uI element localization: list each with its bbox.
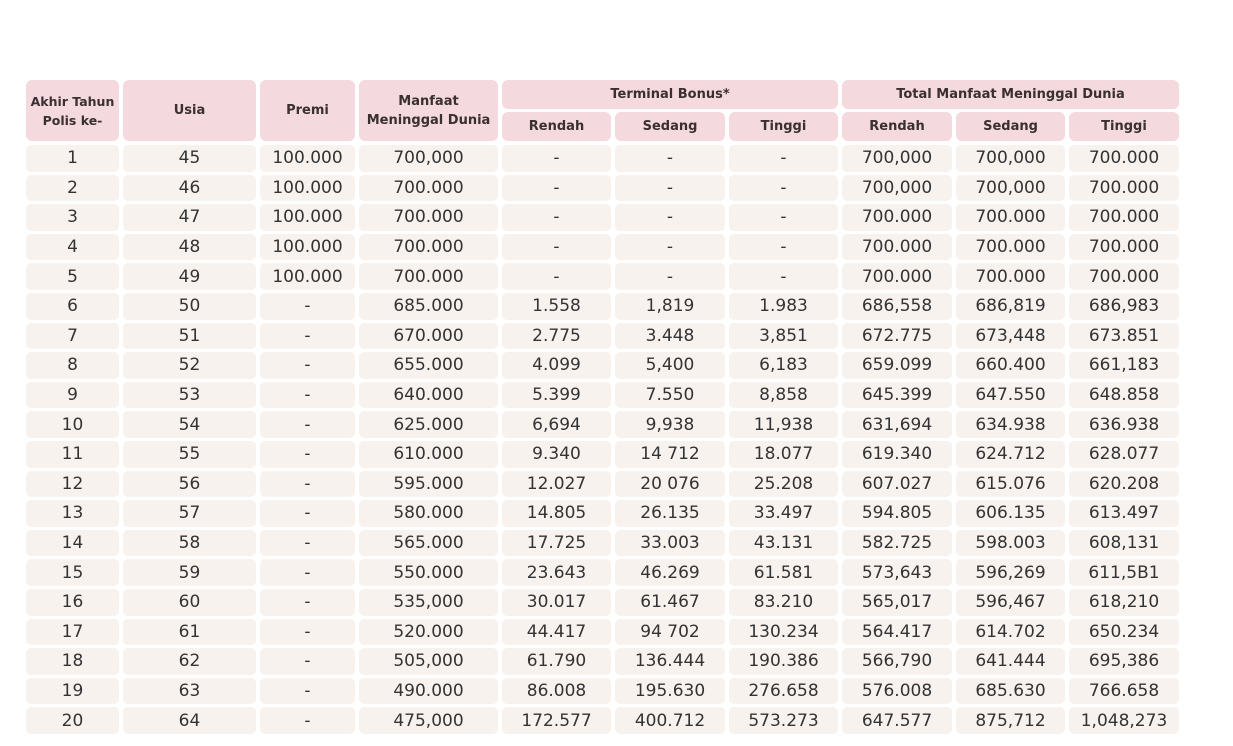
header-total-tinggi: Tinggi — [1069, 112, 1179, 141]
table-row — [26, 619, 1178, 646]
cell-tahun: 1 — [26, 145, 119, 172]
cell-tb-rendah: 14.805 — [502, 500, 611, 527]
table-row — [26, 500, 1178, 527]
cell-total-tinggi: 700.000 — [1069, 204, 1179, 231]
table-row — [26, 382, 1178, 409]
cell-tb-sedang: - — [615, 204, 725, 231]
table-row — [26, 648, 1178, 675]
table-row — [26, 175, 1178, 202]
cell-total-rendah: 645.399 — [842, 382, 952, 409]
cell-tahun: 10 — [26, 411, 119, 438]
cell-total-tinggi: 700.000 — [1069, 234, 1179, 261]
cell-usia: 59 — [123, 559, 256, 586]
cell-total-rendah: 700,000 — [842, 175, 952, 202]
cell-tb-sedang: 33.003 — [615, 530, 725, 557]
cell-tb-rendah: 9.340 — [502, 441, 611, 468]
cell-manfaat: 655.000 — [359, 352, 498, 379]
cell-premi: - — [260, 589, 355, 616]
header-tb-rendah: Rendah — [502, 112, 611, 141]
cell-tb-sedang: 46.269 — [615, 559, 725, 586]
table-row — [26, 204, 1178, 231]
cell-total-tinggi: 686,983 — [1069, 293, 1179, 320]
header-total-rendah: Rendah — [842, 112, 952, 141]
cell-total-tinggi: 620.208 — [1069, 471, 1179, 498]
cell-tb-tinggi: 61.581 — [729, 559, 838, 586]
table-row — [26, 471, 1178, 498]
header-usia: Usia — [123, 80, 256, 141]
cell-total-rendah: 686,558 — [842, 293, 952, 320]
cell-manfaat: 580.000 — [359, 500, 498, 527]
cell-manfaat: 670.000 — [359, 323, 498, 350]
cell-tahun: 18 — [26, 648, 119, 675]
table-row — [26, 234, 1178, 261]
cell-manfaat: 490.000 — [359, 678, 498, 705]
cell-total-sedang: 596,467 — [956, 589, 1065, 616]
cell-tahun: 5 — [26, 263, 119, 290]
table-row — [26, 145, 1178, 172]
cell-total-rendah: 607.027 — [842, 471, 952, 498]
cell-total-rendah: 631,694 — [842, 411, 952, 438]
table-row — [26, 678, 1178, 705]
cell-total-sedang: 700.000 — [956, 263, 1065, 290]
cell-total-sedang: 598.003 — [956, 530, 1065, 557]
cell-tb-tinggi: 18.077 — [729, 441, 838, 468]
cell-tb-tinggi: 11,938 — [729, 411, 838, 438]
cell-tb-tinggi: 276.658 — [729, 678, 838, 705]
cell-tb-rendah: - — [502, 204, 611, 231]
cell-usia: 56 — [123, 471, 256, 498]
cell-premi: - — [260, 648, 355, 675]
cell-total-rendah: 566,790 — [842, 648, 952, 675]
cell-tb-rendah: 12.027 — [502, 471, 611, 498]
cell-tahun: 6 — [26, 293, 119, 320]
cell-premi: 100.000 — [260, 145, 355, 172]
cell-tb-tinggi: - — [729, 145, 838, 172]
cell-tb-sedang: 1,819 — [615, 293, 725, 320]
cell-premi: - — [260, 382, 355, 409]
cell-total-rendah: 573,643 — [842, 559, 952, 586]
cell-tb-sedang: 3.448 — [615, 323, 725, 350]
cell-tahun: 2 — [26, 175, 119, 202]
table-row — [26, 411, 1178, 438]
cell-tahun: 15 — [26, 559, 119, 586]
cell-tb-tinggi: 1.983 — [729, 293, 838, 320]
cell-manfaat: 700.000 — [359, 263, 498, 290]
cell-tb-tinggi: 6,183 — [729, 352, 838, 379]
cell-premi: - — [260, 293, 355, 320]
cell-usia: 45 — [123, 145, 256, 172]
cell-total-sedang: 875,712 — [956, 707, 1065, 734]
cell-tahun: 20 — [26, 707, 119, 734]
cell-tb-rendah: 172.577 — [502, 707, 611, 734]
cell-premi: - — [260, 619, 355, 646]
cell-tb-tinggi: 190.386 — [729, 648, 838, 675]
cell-tahun: 14 — [26, 530, 119, 557]
cell-tahun: 4 — [26, 234, 119, 261]
cell-total-sedang: 700.000 — [956, 204, 1065, 231]
cell-tb-tinggi: 573.273 — [729, 707, 838, 734]
cell-manfaat: 595.000 — [359, 471, 498, 498]
cell-total-rendah: 619.340 — [842, 441, 952, 468]
cell-premi: - — [260, 678, 355, 705]
cell-manfaat: 535,000 — [359, 589, 498, 616]
cell-total-sedang: 686,819 — [956, 293, 1065, 320]
cell-total-tinggi: 608,131 — [1069, 530, 1179, 557]
cell-tb-sedang: - — [615, 175, 725, 202]
cell-tb-tinggi: 8,858 — [729, 382, 838, 409]
cell-tahun: 17 — [26, 619, 119, 646]
cell-total-sedang: 596,269 — [956, 559, 1065, 586]
cell-usia: 57 — [123, 500, 256, 527]
table-row — [26, 263, 1178, 290]
cell-tb-rendah: - — [502, 145, 611, 172]
cell-total-tinggi: 700.000 — [1069, 145, 1179, 172]
cell-tb-rendah: 23.643 — [502, 559, 611, 586]
cell-total-sedang: 700,000 — [956, 145, 1065, 172]
cell-total-tinggi: 650.234 — [1069, 619, 1179, 646]
cell-tb-sedang: - — [615, 145, 725, 172]
cell-tb-rendah: - — [502, 263, 611, 290]
cell-usia: 58 — [123, 530, 256, 557]
cell-total-sedang: 700,000 — [956, 175, 1065, 202]
cell-tb-tinggi: - — [729, 263, 838, 290]
cell-tb-sedang: 61.467 — [615, 589, 725, 616]
cell-usia: 61 — [123, 619, 256, 646]
cell-total-tinggi: 1,048,273 — [1069, 707, 1179, 734]
cell-total-sedang: 614.702 — [956, 619, 1065, 646]
cell-total-rendah: 582.725 — [842, 530, 952, 557]
cell-total-rendah: 647.577 — [842, 707, 952, 734]
cell-manfaat: 700.000 — [359, 234, 498, 261]
cell-manfaat: 505,000 — [359, 648, 498, 675]
cell-tb-sedang: 5,400 — [615, 352, 725, 379]
cell-manfaat: 685.000 — [359, 293, 498, 320]
table-row — [26, 530, 1178, 557]
cell-total-sedang: 615.076 — [956, 471, 1065, 498]
cell-usia: 54 — [123, 411, 256, 438]
cell-tb-rendah: 86.008 — [502, 678, 611, 705]
cell-tb-sedang: 7.550 — [615, 382, 725, 409]
cell-total-rendah: 576.008 — [842, 678, 952, 705]
cell-total-sedang: 606.135 — [956, 500, 1065, 527]
cell-manfaat: 700,000 — [359, 145, 498, 172]
cell-tahun: 7 — [26, 323, 119, 350]
cell-manfaat: 550.000 — [359, 559, 498, 586]
cell-tb-sedang: 26.135 — [615, 500, 725, 527]
cell-usia: 53 — [123, 382, 256, 409]
cell-tb-sedang: 14 712 — [615, 441, 725, 468]
header-tb-tinggi: Tinggi — [729, 112, 838, 141]
cell-tb-rendah: 4.099 — [502, 352, 611, 379]
cell-total-rendah: 700.000 — [842, 263, 952, 290]
header-terminal-bonus: Terminal Bonus* — [502, 80, 838, 109]
cell-premi: - — [260, 559, 355, 586]
cell-premi: - — [260, 530, 355, 557]
cell-tahun: 11 — [26, 441, 119, 468]
cell-tb-rendah: 44.417 — [502, 619, 611, 646]
cell-premi: 100.000 — [260, 263, 355, 290]
cell-usia: 50 — [123, 293, 256, 320]
header-premi: Premi — [260, 80, 355, 141]
cell-manfaat: 475,000 — [359, 707, 498, 734]
header-akhir-tahun: Akhir Tahun Polis ke- — [26, 80, 119, 141]
cell-tb-sedang: 195.630 — [615, 678, 725, 705]
table-row — [26, 559, 1178, 586]
cell-total-sedang: 634.938 — [956, 411, 1065, 438]
cell-total-sedang: 673,448 — [956, 323, 1065, 350]
header-total-sedang: Sedang — [956, 112, 1065, 141]
cell-total-sedang: 700.000 — [956, 234, 1065, 261]
cell-tb-sedang: 136.444 — [615, 648, 725, 675]
cell-total-rendah: 700.000 — [842, 204, 952, 231]
cell-total-sedang: 641.444 — [956, 648, 1065, 675]
cell-manfaat: 625.000 — [359, 411, 498, 438]
table-row — [26, 441, 1178, 468]
table-row — [26, 589, 1178, 616]
cell-manfaat: 565.000 — [359, 530, 498, 557]
cell-total-tinggi: 661,183 — [1069, 352, 1179, 379]
cell-tb-rendah: 17.725 — [502, 530, 611, 557]
cell-usia: 60 — [123, 589, 256, 616]
cell-total-rendah: 594.805 — [842, 500, 952, 527]
cell-tb-tinggi: - — [729, 204, 838, 231]
cell-usia: 63 — [123, 678, 256, 705]
table-body — [26, 145, 1178, 734]
cell-usia: 49 — [123, 263, 256, 290]
cell-total-rendah: 565,017 — [842, 589, 952, 616]
cell-tb-sedang: - — [615, 263, 725, 290]
cell-total-rendah: 672.775 — [842, 323, 952, 350]
cell-usia: 48 — [123, 234, 256, 261]
cell-tb-tinggi: - — [729, 234, 838, 261]
cell-tb-rendah: - — [502, 234, 611, 261]
cell-manfaat: 700.000 — [359, 175, 498, 202]
cell-total-rendah: 700.000 — [842, 234, 952, 261]
header-total-manfaat: Total Manfaat Meninggal Dunia — [842, 80, 1179, 109]
cell-total-sedang: 685.630 — [956, 678, 1065, 705]
cell-manfaat: 700.000 — [359, 204, 498, 231]
cell-premi: - — [260, 352, 355, 379]
cell-total-tinggi: 648.858 — [1069, 382, 1179, 409]
cell-tb-tinggi: 130.234 — [729, 619, 838, 646]
cell-tahun: 16 — [26, 589, 119, 616]
cell-total-rendah: 564.417 — [842, 619, 952, 646]
cell-tb-rendah: 5.399 — [502, 382, 611, 409]
cell-usia: 52 — [123, 352, 256, 379]
cell-total-tinggi: 628.077 — [1069, 441, 1179, 468]
cell-tb-tinggi: 43.131 — [729, 530, 838, 557]
cell-tahun: 12 — [26, 471, 119, 498]
cell-total-tinggi: 700.000 — [1069, 263, 1179, 290]
cell-total-rendah: 659.099 — [842, 352, 952, 379]
table-row — [26, 293, 1178, 320]
cell-total-sedang: 647.550 — [956, 382, 1065, 409]
cell-tb-rendah: 1.558 — [502, 293, 611, 320]
cell-usia: 46 — [123, 175, 256, 202]
cell-tb-sedang: - — [615, 234, 725, 261]
cell-tb-sedang: 20 076 — [615, 471, 725, 498]
cell-total-tinggi: 673.851 — [1069, 323, 1179, 350]
cell-tahun: 13 — [26, 500, 119, 527]
cell-tahun: 9 — [26, 382, 119, 409]
header-tb-sedang: Sedang — [615, 112, 725, 141]
table-row — [26, 352, 1178, 379]
cell-tb-tinggi: 33.497 — [729, 500, 838, 527]
cell-total-tinggi: 611,5B1 — [1069, 559, 1179, 586]
cell-tb-rendah: - — [502, 175, 611, 202]
cell-total-tinggi: 618,210 — [1069, 589, 1179, 616]
cell-tb-tinggi: - — [729, 175, 838, 202]
cell-tb-tinggi: 83.210 — [729, 589, 838, 616]
table-header — [26, 80, 1178, 141]
cell-tb-rendah: 6,694 — [502, 411, 611, 438]
cell-premi: - — [260, 323, 355, 350]
cell-premi: - — [260, 707, 355, 734]
cell-tb-sedang: 9,938 — [615, 411, 725, 438]
cell-usia: 51 — [123, 323, 256, 350]
cell-tb-rendah: 2.775 — [502, 323, 611, 350]
cell-tb-sedang: 94 702 — [615, 619, 725, 646]
cell-tahun: 3 — [26, 204, 119, 231]
table-row — [26, 323, 1178, 350]
cell-manfaat: 640.000 — [359, 382, 498, 409]
cell-total-rendah: 700,000 — [842, 145, 952, 172]
cell-tb-tinggi: 25.208 — [729, 471, 838, 498]
cell-total-tinggi: 700.000 — [1069, 175, 1179, 202]
cell-premi: - — [260, 441, 355, 468]
cell-total-tinggi: 695,386 — [1069, 648, 1179, 675]
cell-usia: 62 — [123, 648, 256, 675]
cell-usia: 55 — [123, 441, 256, 468]
cell-manfaat: 610.000 — [359, 441, 498, 468]
benefit-illustration-table — [26, 80, 1178, 734]
cell-total-tinggi: 613.497 — [1069, 500, 1179, 527]
cell-tb-rendah: 30.017 — [502, 589, 611, 616]
cell-premi: - — [260, 471, 355, 498]
cell-usia: 64 — [123, 707, 256, 734]
table-row — [26, 707, 1178, 734]
cell-premi: - — [260, 411, 355, 438]
cell-tahun: 19 — [26, 678, 119, 705]
cell-tb-rendah: 61.790 — [502, 648, 611, 675]
cell-tb-sedang: 400.712 — [615, 707, 725, 734]
cell-total-tinggi: 766.658 — [1069, 678, 1179, 705]
cell-total-sedang: 660.400 — [956, 352, 1065, 379]
cell-premi: 100.000 — [260, 204, 355, 231]
cell-usia: 47 — [123, 204, 256, 231]
cell-tb-tinggi: 3,851 — [729, 323, 838, 350]
cell-premi: 100.000 — [260, 175, 355, 202]
cell-premi: - — [260, 500, 355, 527]
cell-premi: 100.000 — [260, 234, 355, 261]
cell-tahun: 8 — [26, 352, 119, 379]
header-manfaat-meninggal: Manfaat Meninggal Dunia — [359, 80, 498, 141]
cell-total-tinggi: 636.938 — [1069, 411, 1179, 438]
cell-total-sedang: 624.712 — [956, 441, 1065, 468]
cell-manfaat: 520.000 — [359, 619, 498, 646]
